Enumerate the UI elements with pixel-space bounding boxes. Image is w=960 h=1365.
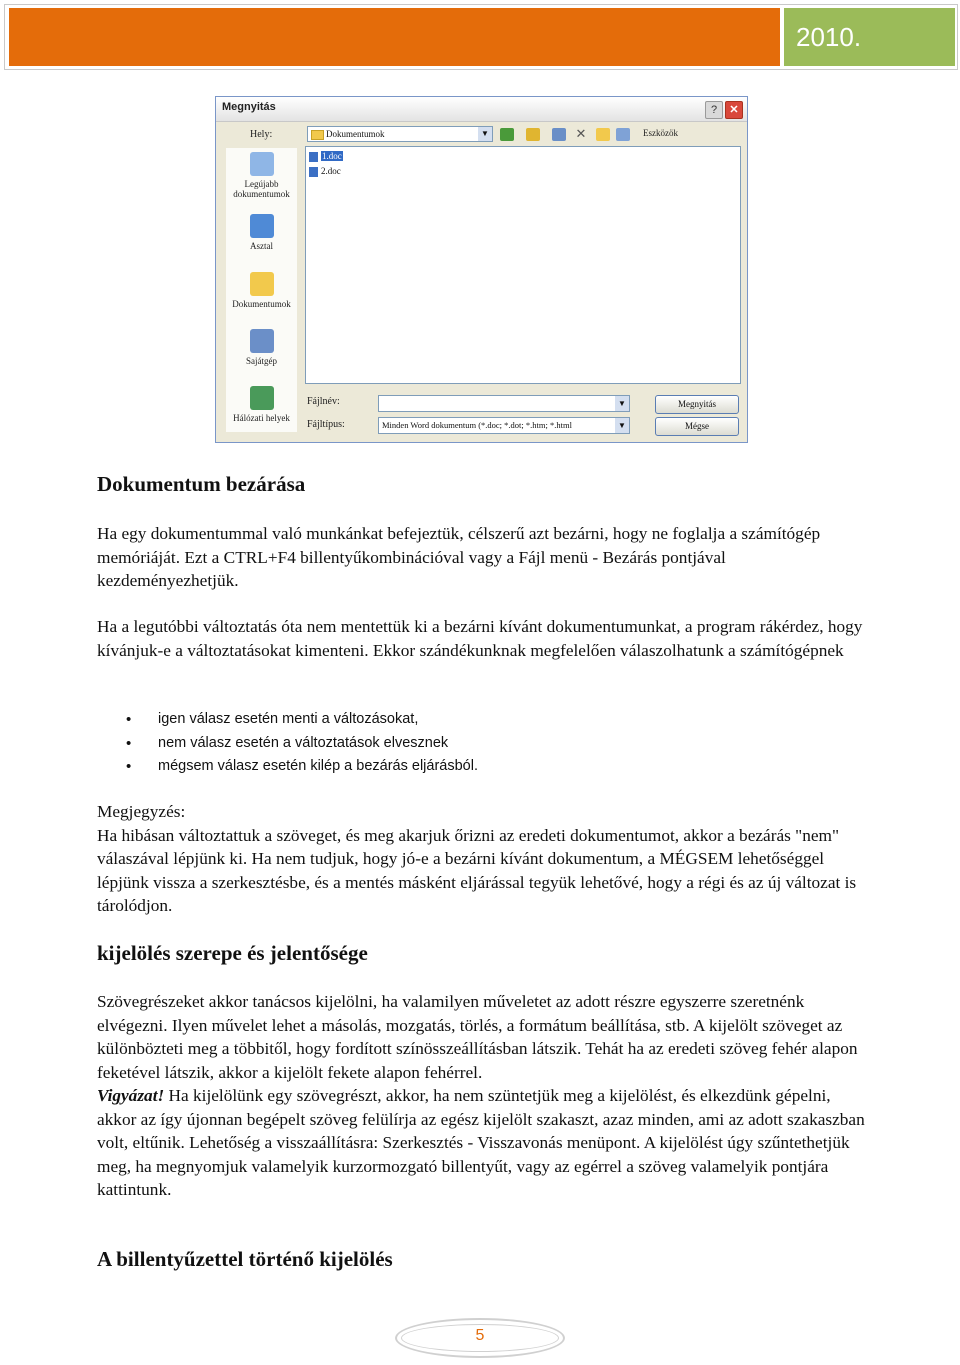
- search-web-icon[interactable]: [552, 128, 566, 141]
- cancel-button[interactable]: Mégse: [655, 417, 739, 436]
- place-computer[interactable]: [226, 329, 297, 366]
- paragraph-close-intro: Ha egy dokumentummal való munkánkat befejeztük, célszerű azt bezárni, hogy ne foglalja a számítógép memóriáját. Ezt a CTRL+F4 billentyűkombinációval vagy a Fájl menü - Bezárás pontjával kezdeményezhetjük.: [97, 524, 821, 590]
- note-text: Ha hibásan változtattuk a szöveget, és meg akarjuk őrizni az eredeti dokumentumot, akkor a bezárás "nem" válaszával lépjünk ki. Ha nem tudjuk, hogy jó-e a bezárni kívánt dokumentum, a MÉGSEM lehetőséggel lépjünk vissza a szerkesztésbe, és a mentés másként eljárással tegyük lehetővé, hogy a régi és az új változat is tárolódjon.: [97, 825, 857, 915]
- warning-text: Ha kijelölünk egy szövegrészt, akkor, ha nem szüntetjük meg a kijelölést, és elkezdünk gépelni, akkor az így újonnan begépelt szöveg felülírja az egész kijelölt szakaszt, azaz minden, ami az adott szakaszban volt, eltűnik. Lehetőség a visszaállításra: Szerkesztés - Visszavonás menüpont. A kijelölést úgy szűntethetjük meg, ha megnyomjuk valamelyik kurzormozgató billentyűt, vagy az egérrel a szöveg valamelyik pontjára kattintunk.: [97, 1086, 865, 1199]
- header-year: 2010.: [784, 8, 955, 66]
- up-folder-icon[interactable]: [526, 128, 540, 141]
- warning-label: Vigyázat!: [97, 1086, 165, 1105]
- list-item: • igen válasz esetén menti a változásokat,: [126, 708, 478, 732]
- note-label: Megjegyzés:: [97, 802, 186, 821]
- close-icon[interactable]: ✕: [725, 101, 743, 119]
- page-number: 5: [475, 1327, 485, 1344]
- place-label: Sajátgép: [246, 356, 277, 366]
- open-button[interactable]: Megnyitás: [655, 395, 739, 414]
- word-doc-icon: [309, 152, 318, 162]
- file-name: 1.doc: [322, 151, 342, 161]
- filetype-dropdown[interactable]: [378, 417, 630, 434]
- note-block: [97, 800, 867, 918]
- file-item[interactable]: [309, 151, 343, 162]
- place-label: Dokumentumok: [232, 299, 291, 309]
- page-header: [4, 4, 958, 70]
- heading-keyboard-selection: A billentyűzettel történő kijelölés: [97, 1247, 393, 1271]
- paragraph-selection: [97, 990, 867, 1202]
- help-icon[interactable]: ?: [705, 101, 723, 119]
- back-icon[interactable]: [500, 128, 514, 141]
- answer-options-list: [126, 708, 478, 779]
- place-label: Asztal: [250, 241, 273, 251]
- file-name: 2.doc: [321, 166, 341, 176]
- file-item[interactable]: [309, 166, 341, 177]
- tools-menu[interactable]: Eszközök: [643, 128, 678, 138]
- header-orange-bar: [9, 8, 780, 66]
- documents-folder-icon: [250, 272, 274, 296]
- filename-label: Fájlnév:: [307, 396, 340, 407]
- lookin-dropdown[interactable]: [307, 126, 493, 142]
- computer-icon: [250, 329, 274, 353]
- desktop-icon: [250, 214, 274, 238]
- delete-icon[interactable]: ✕: [575, 127, 587, 142]
- chevron-down-icon[interactable]: ▼: [615, 418, 629, 433]
- new-folder-icon[interactable]: [596, 128, 610, 141]
- network-icon: [250, 386, 274, 410]
- filetype-value: Minden Word dokumentum (*.doc; *.dot; *.htm; *.html: [382, 420, 572, 430]
- place-recent[interactable]: [226, 152, 297, 199]
- list-item: • nem válasz esetén a változtatások elvesznek: [126, 732, 478, 756]
- list-item: • mégsem válasz esetén kilép a bezárás eljárásból.: [126, 755, 478, 779]
- filetype-label: Fájltípus:: [307, 419, 345, 430]
- chevron-down-icon[interactable]: ▼: [615, 396, 629, 411]
- heading-close-document: Dokumentum bezárása: [97, 472, 306, 496]
- place-label: Hálózati helyek: [233, 413, 290, 423]
- dialog-titlebar: [216, 97, 747, 122]
- paragraph-unsaved-changes: Ha a legutóbbi változtatás óta nem mentettük ki a bezárni kívánt dokumentumunkat, a program rákérdez, hogy kívánjuk-e a változtatásokat kimenteni. Ekkor szándékunknak megfelelően válaszolhatunk a számítógépnek: [97, 617, 863, 660]
- views-icon[interactable]: [616, 128, 630, 141]
- filename-field[interactable]: [378, 395, 630, 412]
- recent-documents-icon: [250, 152, 274, 176]
- lookin-label: Hely:: [250, 129, 273, 140]
- place-label: Legújabb dokumentumok: [233, 179, 290, 199]
- place-documents[interactable]: [226, 272, 297, 309]
- file-list: [305, 146, 741, 384]
- selection-text: Szövegrészeket akkor tanácsos kijelölni, ha valamilyen műveletet az adott részre egyszerre szeretnénk elvégezni. Ilyen művelet lehet a másolás, mozgatás, törlés, a formátum beállítása, stb. A kijelölt szöveget az különbözteti meg a többitől, hogy fordított színösszeállításban látszik. Tehát ha az eredeti szöveg fehér alapon feketével látszik, akkor a kijelölt fekete alapon fehérrel.: [97, 992, 858, 1082]
- dialog-title: Megnyitás: [222, 101, 276, 113]
- chevron-down-icon[interactable]: ▼: [478, 127, 492, 141]
- place-network[interactable]: [226, 386, 297, 423]
- folder-icon: [311, 130, 324, 140]
- place-desktop[interactable]: [226, 214, 297, 251]
- word-doc-icon: [309, 167, 318, 177]
- lookin-value: Dokumentumok: [326, 129, 385, 139]
- heading-selection-role: kijelölés szerepe és jelentősége: [97, 941, 368, 965]
